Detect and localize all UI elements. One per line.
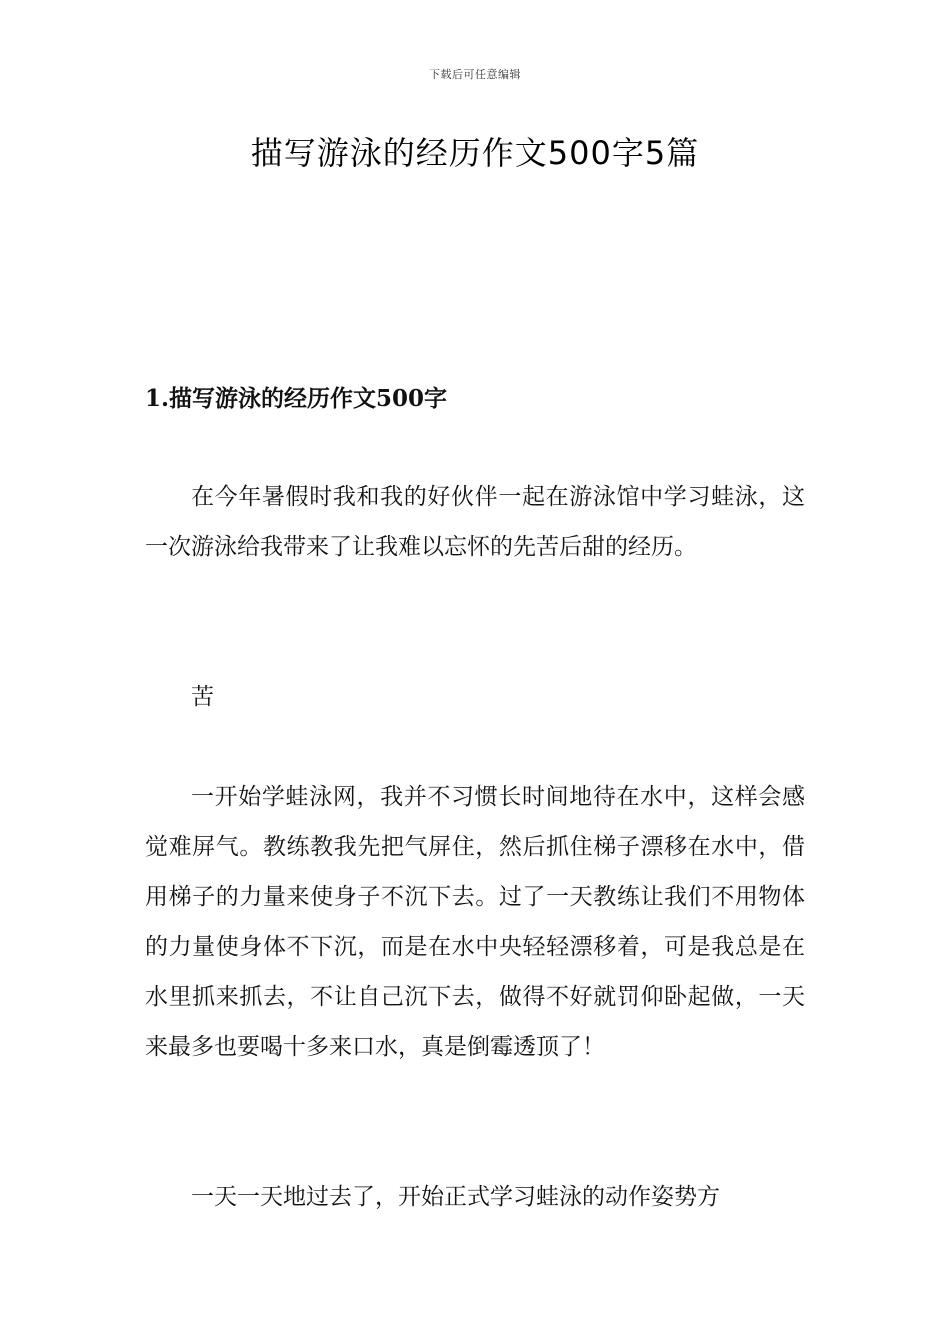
section-heading: 1.描写游泳的经历作文500字: [145, 385, 448, 412]
paragraph-intro: 在今年暑假时我和我的好伙伴一起在游泳馆中学习蛙泳，这一次游泳给我带来了让我难以忘怀的先苦后甜的经历。: [145, 484, 805, 560]
paragraph-continuation: 一天一天地过去了，开始正式学习蛙泳的动作姿势方: [191, 1184, 720, 1210]
document-title: 描写游泳的经历作文500字5篇: [250, 134, 700, 172]
header-note: 下载后可任意编辑: [429, 68, 521, 81]
paragraph-learning: 一开始学蛙泳网，我并不习惯长时间地待在水中，这样会感觉难屏气。教练教我先把气屏住，然后抓住梯子漂移在水中，借用梯子的力量来使身子不沉下去。过了一天教练让我们不用物体的力量使身体不下沉，而是在水中央轻轻漂移着，可是我总是在水里抓来抓去，不让自己沉下去，做得不好就罚仰卧起做，一天来最多也要喝十多来口水，真是倒霉透顶了！: [145, 784, 805, 1060]
paragraph-bitter-label: 苦: [191, 684, 214, 710]
